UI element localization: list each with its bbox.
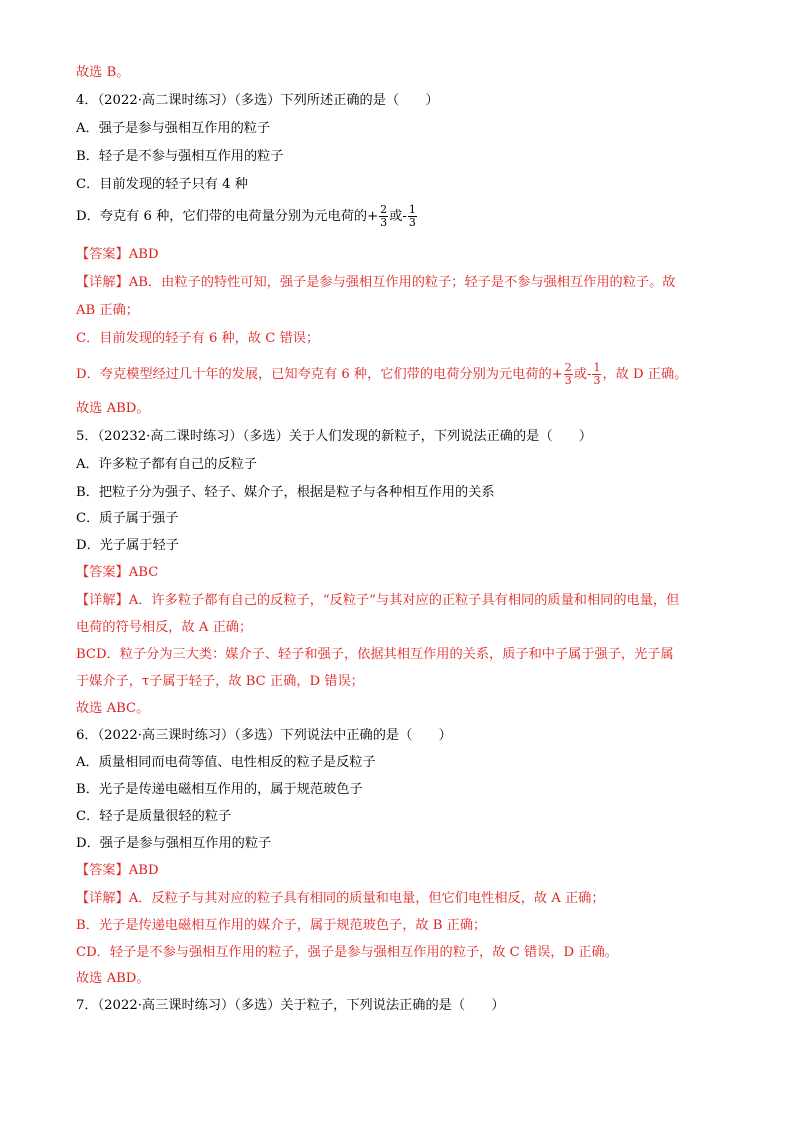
q5-answer: 【答案】ABC — [76, 565, 159, 580]
fraction-one-third — [408, 204, 417, 229]
q4-option-b: B．轻子是不参与强相互作用的粒子 — [76, 149, 284, 164]
q6-option-b: B．光子是传递电磁相互作用的，属于规范玻色子 — [76, 782, 363, 797]
q5-detail-2b: 于媒介子，τ子属于轻子，故 BC 正确，D 错误； — [76, 674, 364, 689]
q7-stem: 7．（2022·高三课时练习）（多选）关于粒子，下列说法正确的是（ ） — [76, 998, 505, 1013]
fraction-two-thirds — [379, 204, 388, 229]
or-text: 或- — [389, 209, 407, 224]
q4-option-d-text: D．夸克有 6 种，它们带的电荷量分别为元电荷的+ — [76, 209, 379, 224]
fraction-one-third — [592, 362, 601, 387]
q4-conclusion: 故选 ABD。 — [76, 401, 150, 416]
q5-stem: 5．（20232·高二课时练习）（多选）关于人们发现的新粒子，下列说法正确的是（ ） — [76, 429, 593, 444]
q6-option-a: A．质量相同而电荷等值、电性相反的粒子是反粒子 — [76, 755, 376, 770]
q4-detail-1b: AB 正确； — [76, 303, 139, 318]
q5-option-a: A．许多粒子都有自己的反粒子 — [76, 457, 257, 472]
or-text: 或- — [573, 367, 592, 382]
q6-option-d: D．强子是参与强相互作用的粒子 — [76, 836, 272, 851]
frac-numerator: 1 — [593, 361, 601, 374]
q4-option-a: A．强子是参与强相互作用的粒子 — [76, 121, 271, 136]
q6-detail-2: B．光子是传递电磁相互作用的媒介子，属于规范玻色子，故 B 正确； — [76, 918, 487, 933]
frac-denominator: 3 — [408, 216, 416, 229]
q4-detail-3-end: ，故 D 正确。 — [602, 367, 688, 382]
q5-option-c: C．质子属于强子 — [76, 511, 179, 526]
q5-option-d: D．光子属于轻子 — [76, 538, 179, 553]
frac-denominator: 3 — [564, 374, 572, 387]
q4-detail-3 — [76, 362, 687, 387]
q5-detail-1: 【详解】A．许多粒子都有自己的反粒子，“反粒子”与其对应的正粒子具有相同的质量和相同的电量，但 — [76, 593, 680, 608]
fraction-two-thirds — [564, 362, 573, 387]
q6-stem: 6．（2022·高三课时练习）（多选）下列说法中正确的是（ ） — [76, 728, 452, 743]
prev-conclusion: 故选 B。 — [76, 65, 130, 80]
q4-option-c: C．目前发现的轻子只有 4 种 — [76, 177, 248, 192]
q4-answer: 【答案】ABD — [76, 247, 159, 262]
frac-numerator: 2 — [564, 361, 572, 374]
q4-option-d — [76, 204, 418, 229]
q5-detail-2: BCD．粒子分为三大类：媒介子、轻子和强子，依据其相互作用的关系，质子和中子属于强子，光子属 — [76, 647, 674, 662]
q5-option-b: B．把粒子分为强子、轻子、媒介子，根据是粒子与各种相互作用的关系 — [76, 485, 495, 500]
q5-conclusion: 故选 ABC。 — [76, 701, 150, 716]
q6-option-c: C．轻子是质量很轻的粒子 — [76, 809, 232, 824]
q4-detail-2: C．目前发现的轻子有 6 种，故 C 错误； — [76, 331, 320, 346]
q6-conclusion: 故选 ABD。 — [76, 971, 150, 986]
q6-detail-3: CD．轻子是不参与强相互作用的粒子，强子是参与强相互作用的粒子，故 C 错误，D 正确。 — [76, 945, 618, 960]
frac-numerator: 2 — [380, 203, 388, 216]
q4-detail-1: 【详解】AB．由粒子的特性可知，强子是参与强相互作用的粒子；轻子是不参与强相互作用的粒子。故 — [76, 275, 676, 290]
q6-answer: 【答案】ABD — [76, 863, 159, 878]
frac-numerator: 1 — [408, 203, 416, 216]
q4-detail-3-text: D．夸克模型经过几十年的发展，已知夸克有 6 种，它们带的电荷分别为元电荷的+ — [76, 367, 563, 382]
q6-detail-1: 【详解】A．反粒子与其对应的粒子具有相同的质量和电量，但它们电性相反，故 A 正确； — [76, 891, 605, 906]
frac-denominator: 3 — [593, 374, 601, 387]
q4-stem: 4．（2022·高二课时练习）（多选）下列所述正确的是（ ） — [76, 93, 439, 108]
frac-denominator: 3 — [380, 216, 388, 229]
q5-detail-1b: 电荷的符号相反，故 A 正确； — [76, 620, 253, 635]
